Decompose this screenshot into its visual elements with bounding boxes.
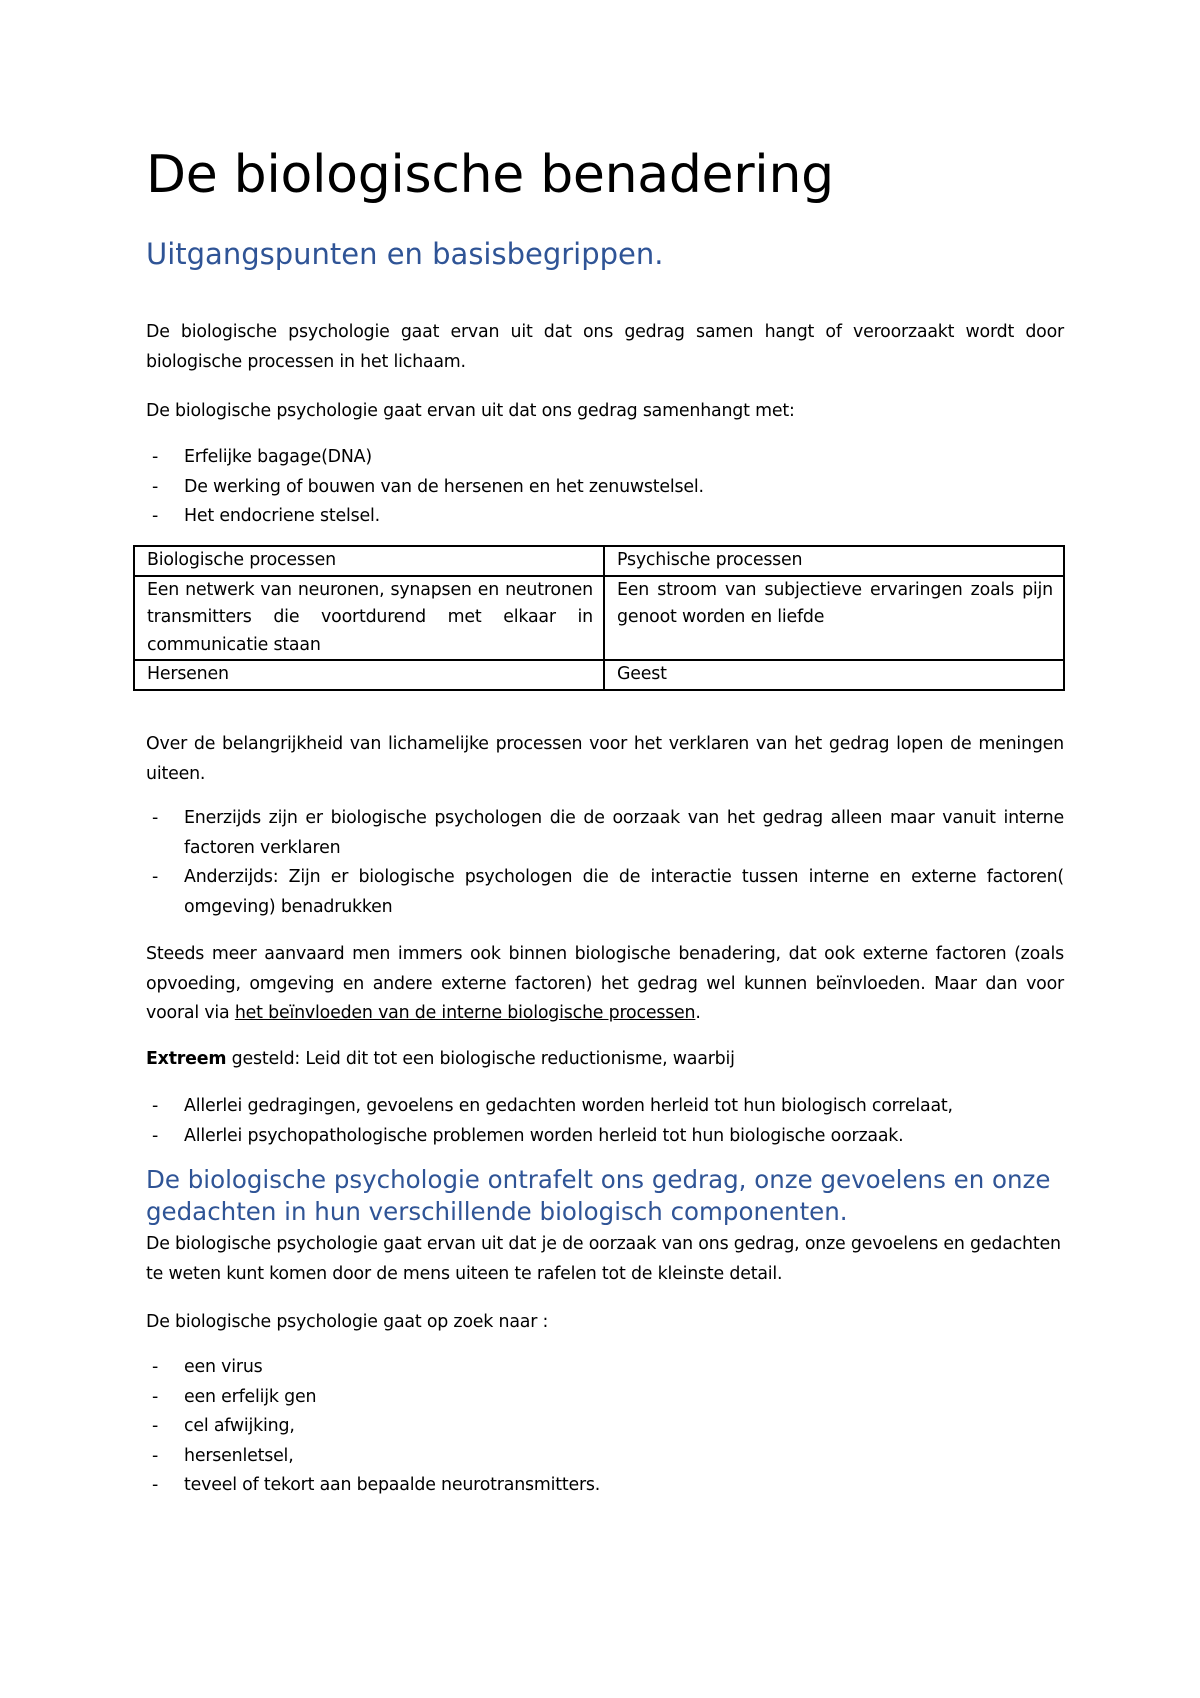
section-heading: De biologische psychologie ontrafelt ons gedrag, onze gevoelens en onze gedachten in hun verschillende biologisch componenten. xyxy=(146,1165,1051,1226)
processes-table xyxy=(133,545,1065,691)
list-item-text: een virus xyxy=(184,1357,263,1377)
dash-marker: - xyxy=(152,808,159,828)
dash-marker: - xyxy=(152,867,159,887)
table-cell: Een netwerk van neuronen, synapsen en neutronen transmitters die voortdurend met elkaar in communicatie staan xyxy=(134,576,604,661)
intro-paragraph-1: De biologische psychologie gaat ervan uit dat ons gedrag samen hangt of veroorzaakt wordt door biologische processen in het lichaam. xyxy=(146,322,1064,372)
list-item-text: Allerlei psychopathologische problemen worden herleid tot hun biologische oorzaak. xyxy=(184,1125,904,1146)
extreem-paragraph xyxy=(146,1045,1064,1075)
table-row xyxy=(134,576,1064,661)
list-item-text: Erfelijke bagage(DNA) xyxy=(184,447,372,467)
intro-paragraph-2: De biologische psychologie gaat ervan uit dat ons gedrag samenhangt met: xyxy=(146,401,795,421)
list-item-text: De werking of bouwen van de hersenen en het zenuwstelsel. xyxy=(184,476,704,497)
extreem-bold-text: Extreem xyxy=(146,1049,227,1069)
list-item xyxy=(146,1383,1064,1413)
list-item-text: Anderzijds: Zijn er biologische psychologen die de interactie tussen interne en externe factoren( omgeving) benadrukken xyxy=(184,867,1064,917)
extreem-list xyxy=(146,1092,1064,1151)
table-cell: Geest xyxy=(604,660,1064,690)
opinions-list xyxy=(146,804,1064,922)
dash-marker: - xyxy=(152,1125,159,1146)
list-item xyxy=(146,863,1064,922)
list-item xyxy=(146,1412,1064,1442)
steeds-paragraph xyxy=(146,940,1064,1029)
dash-marker: - xyxy=(152,1445,159,1466)
list-item xyxy=(146,804,1064,863)
dash-marker: - xyxy=(152,476,159,497)
table-row xyxy=(134,660,1064,690)
section2-paragraph-1: De biologische psychologie gaat ervan uit dat je de oorzaak van ons gedrag, onze gevoelens en gedachten te weten kunt komen door de mens uiteen te rafelen tot de kleinste detail. xyxy=(146,1234,1061,1284)
list-item-text: Allerlei gedragingen, gevoelens en gedachten worden herleid tot hun biologisch correlaat, xyxy=(184,1096,953,1116)
list-item-text: Het endocriene stelsel. xyxy=(184,506,380,526)
table-header-cell: Biologische processen xyxy=(134,546,604,576)
list-item xyxy=(146,1471,1064,1501)
table-cell: Een stroom van subjectieve ervaringen zoals pijn genoot worden en liefde xyxy=(604,576,1064,661)
list-item-text: Enerzijds zijn er biologische psychologen die de oorzaak van het gedrag alleen maar vanuit interne factoren verklaren xyxy=(184,808,1064,858)
list-item xyxy=(146,473,1064,503)
dash-marker: - xyxy=(152,1475,159,1495)
dash-marker: - xyxy=(152,506,159,526)
list-item xyxy=(146,1353,1064,1383)
table-header-row xyxy=(134,546,1064,576)
list-item-text: een erfelijk gen xyxy=(184,1386,317,1407)
document-title: De biologische benadering xyxy=(146,145,834,205)
list-item xyxy=(146,502,1064,532)
list-item xyxy=(146,1122,1064,1152)
dash-marker: - xyxy=(152,447,159,467)
document-subtitle: Uitgangspunten en basisbegrippen. xyxy=(146,237,664,271)
steeds-underlined-text: het beïnvloeden van de interne biologische processen xyxy=(234,1003,696,1023)
dash-marker: - xyxy=(152,1357,159,1377)
list-item-text: cel afwijking, xyxy=(184,1416,295,1436)
table-header-cell: Psychische processen xyxy=(604,546,1064,576)
opinions-paragraph: Over de belangrijkheid van lichamelijke processen voor het verklaren van het gedrag lopen de meningen uiteen. xyxy=(146,734,1064,784)
list-item xyxy=(146,443,1064,473)
extreem-text: gesteld: Leid dit tot een biologische reductionisme, waarbij xyxy=(226,1049,735,1069)
intro-list xyxy=(146,443,1064,532)
list-item-text: hersenletsel, xyxy=(184,1445,294,1466)
steeds-text-end: . xyxy=(695,1003,701,1023)
section2-paragraph-2: De biologische psychologie gaat op zoek naar : xyxy=(146,1312,549,1332)
section2-list xyxy=(146,1353,1064,1501)
steeds-text: Steeds meer aanvaard men immers ook binnen biologische benadering, dat ook externe factoren (zoals opvoeding, omgeving en andere externe factoren) het gedrag wel kunnen beïnvloeden. Maar dan voor vooral via xyxy=(146,944,1064,1023)
list-item xyxy=(146,1442,1064,1472)
dash-marker: - xyxy=(152,1096,159,1116)
list-item-text: teveel of tekort aan bepaalde neurotransmitters. xyxy=(184,1475,601,1495)
table-cell: Hersenen xyxy=(134,660,604,690)
dash-marker: - xyxy=(152,1386,159,1407)
list-item xyxy=(146,1092,1064,1122)
dash-marker: - xyxy=(152,1416,159,1436)
